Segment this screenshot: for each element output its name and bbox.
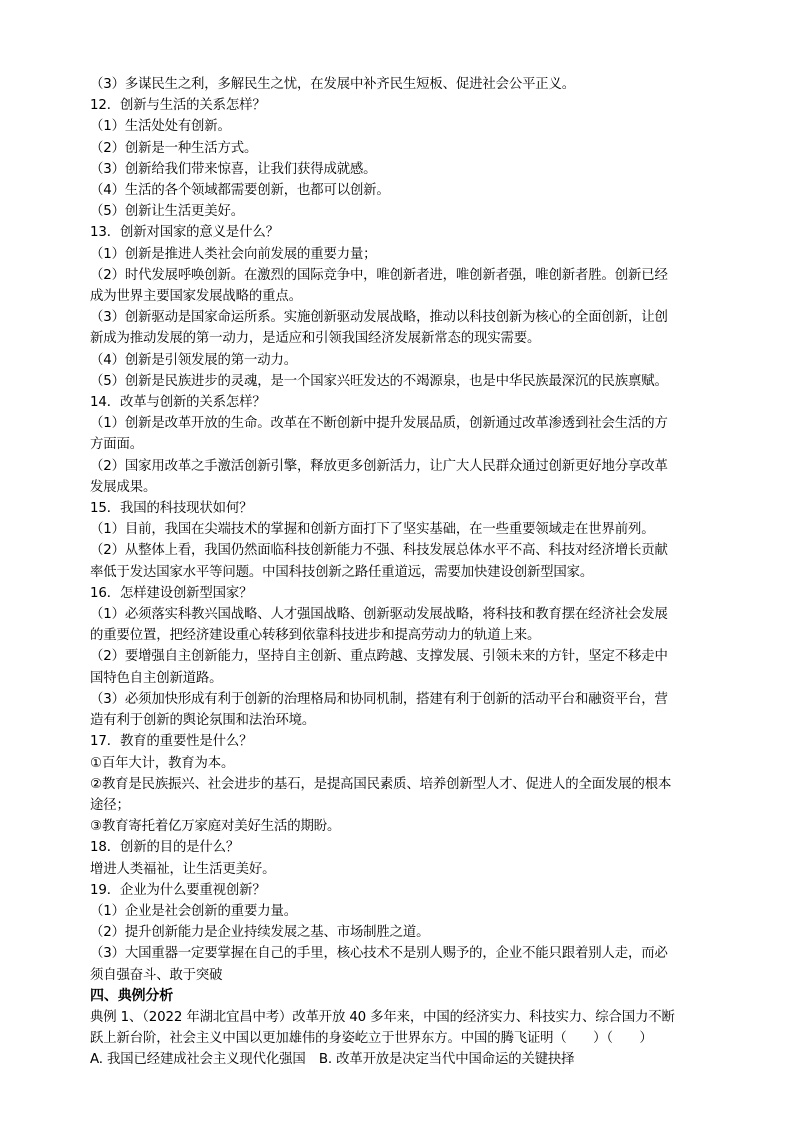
text-line: 方面面。 (90, 437, 143, 453)
text-line: （1）创新是推进人类社会向前发展的重要力量； (90, 246, 377, 262)
text-line: 增进人类福祉，让生活更美好。 (90, 861, 276, 877)
question-line: 12．创新与生活的关系怎样？ (90, 98, 266, 114)
text-line: 国特色自主创新道路。 (90, 670, 223, 686)
question-line: 18．创新的目的是什么？ (90, 840, 240, 856)
text-line: （4）生活的各个领域都需要创新，也都可以创新。 (90, 183, 390, 199)
question-line: 19．企业为什么要重视创新？ (90, 882, 266, 898)
text-line: 途径； (90, 797, 130, 813)
text-line: （2）国家用改革之手激活创新引擎，释放更多创新活力，让广大人民群众通过创新更好地分享改革 (90, 458, 668, 474)
text-line: （2）时代发展呼唤创新。在激烈的国际竞争中，唯创新者进，唯创新者强，唯创新者胜。创新已经 (90, 267, 668, 283)
text-line: （4）创新是引领发展的第一动力。 (90, 352, 297, 368)
question-line: 17．教育的重要性是什么？ (90, 734, 253, 750)
text-line: （5）创新让生活更美好。 (90, 204, 245, 220)
text-line: A. 我国已经建成社会主义现代化强国 B. 改革开放是决定当代中国命运的关键抉择 (90, 1052, 575, 1068)
text-line: （2）从整体上看，我国仍然面临科技创新能力不强、科技发展总体水平不高、科技对经济增长贡献 (90, 543, 668, 559)
text-line: ③教育寄托着亿万家庭对美好生活的期盼。 (90, 819, 341, 835)
text-line: （3）创新驱动是国家命运所系。实施创新驱动发展战略，推动以科技创新为核心的全面创新，让创 (90, 310, 668, 326)
text-line: 造有利于创新的舆论氛围和法治环境。 (90, 713, 316, 729)
text-line: （2）创新是一种生活方式。 (90, 140, 258, 156)
text-line: 新成为推动发展的第一动力，是适应和引领我国经济发展新常态的现实需要。 (90, 331, 541, 347)
text-line: （2）要增强自主创新能力，坚持自主创新、重点跨越、支撑发展、引领未来的方针，坚定不移走中 (90, 649, 668, 665)
question-line: 16．怎样建设创新型国家？ (90, 585, 253, 601)
text-line: 发展成果。 (90, 479, 157, 495)
text-line: 率低于发达国家水平等问题。中国科技创新之路任重道远，需要加快建设创新型国家。 (90, 564, 594, 580)
text-line: （3）必须加快形成有利于创新的治理格局和协同机制，搭建有利于创新的活动平台和融资平台，营 (90, 691, 668, 707)
text-line: ①百年大计，教育为本。 (90, 755, 235, 771)
text-line: （3）大国重器一定要掌握在自己的手里，核心技术不是别人赐予的，企业不能只跟着别人走，而必 (90, 946, 668, 962)
text-line: （1）必须落实科教兴国战略、人才强国战略、创新驱动发展战略，将科技和教育摆在经济社会发展 (90, 607, 668, 623)
text-line: （3）多谋民生之利，多解民生之忧，在发展中补齐民生短板、促进社会公平正义。 (90, 77, 576, 92)
text-line: （1）企业是社会创新的重要力量。 (90, 903, 297, 919)
section-heading: 四、典例分析 (90, 987, 174, 1004)
text-line: 典例 1、（2022 年湖北宜昌中考）改革开放 40 多年来，中国的经济实力、科技实力、综合国力不断 (90, 1009, 675, 1025)
text-line: 的重要位置，把经济建设重心转移到依靠科技进步和提高劳动力的轨道上来。 (90, 628, 541, 644)
question-line: 13．创新对国家的意义是什么？ (90, 225, 279, 241)
text-line: （1）创新是改革开放的生命。改革在不断创新中提升发展品质，创新通过改革渗透到社会生活的方 (90, 416, 668, 432)
text-line: 须自强奋斗、敢于突破 (90, 967, 223, 983)
text-line: （1）生活处处有创新。 (90, 119, 231, 135)
text-line: （5）创新是民族进步的灵魂，是一个国家兴旺发达的不竭源泉，也是中华民族最深沉的民族禀赋。 (90, 373, 668, 389)
document-content (90, 74, 710, 1071)
text-line: 成为世界主要国家发展战略的重点。 (90, 289, 302, 305)
text-line: ②教育是民族振兴、社会进步的基石，是提高国民素质、培养创新型人才、促进人的全面发展的根本 (90, 776, 672, 792)
text-line: （2）提升创新能力是企业持续发展之基、市场制胜之道。 (90, 925, 430, 941)
question-line: 15．我国的科技现状如何？ (90, 501, 253, 517)
question-line: 14．改革与创新的关系怎样？ (90, 395, 266, 411)
text-line: （3）创新给我们带来惊喜，让我们获得成就感。 (90, 161, 377, 177)
text-line: （1）目前，我国在尖端技术的掌握和创新方面打下了坚实基础，在一些重要领域走在世界前列。 (90, 522, 655, 538)
text-line: 跃上新台阶，社会主义中国以更加雄伟的身姿屹立于世界东方。中国的腾飞证明（ ）（ ） (90, 1031, 653, 1047)
